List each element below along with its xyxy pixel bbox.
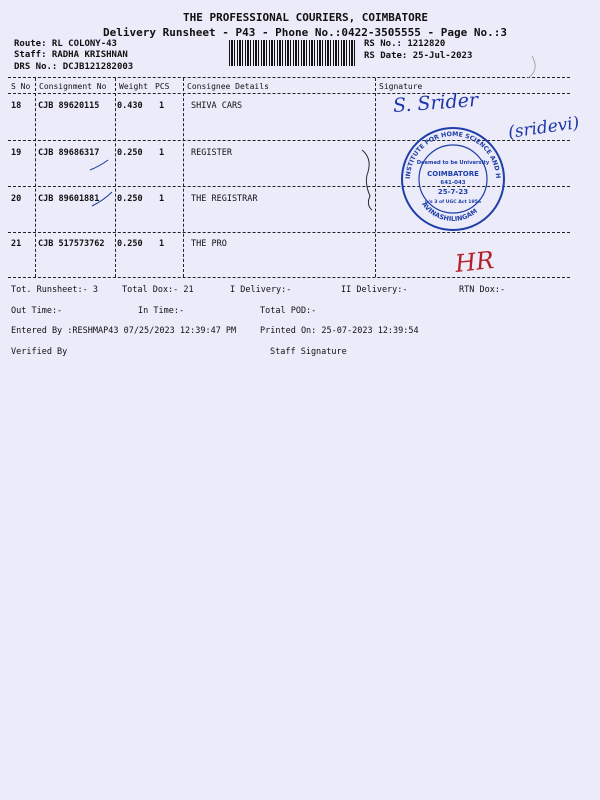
table-row-consignee: THE REGISTRAR [191, 194, 258, 204]
entered-by: Entered By :RESHMAP43 07/25/2023 12:39:47 PM [11, 326, 237, 336]
staff-signature: Staff Signature [270, 347, 347, 357]
table-row-consignment: CJB 89686317 [38, 148, 100, 158]
stamp-inner: Deemed to be University [416, 160, 490, 166]
table-row-weight: 0.430 [117, 101, 143, 111]
table-row-consignment: CJB 89620115 [38, 101, 100, 111]
rs-date-label: RS Date: 25-Jul-2023 [364, 51, 473, 61]
i-delivery: I Delivery:- [230, 285, 292, 295]
total-runsheet: Tot. Runsheet:- 3 [11, 285, 98, 295]
total-pod: Total POD:- [260, 306, 317, 316]
table-row-consignee: SHIVA CARS [191, 101, 243, 111]
total-dox: Total Dox:- 21 [122, 285, 194, 295]
col-weight: Weight [119, 82, 148, 91]
table-row-weight: 0.250 [117, 239, 143, 249]
stamp-bottom-arc: AVINASHILINGAM [420, 200, 479, 224]
table-row-sno: 20 [11, 194, 22, 204]
table-row-pcs: 1 [159, 148, 165, 158]
stamp-date: 25-7-23 [437, 188, 469, 196]
handwritten-initials: HR [453, 246, 496, 278]
handwritten-signature: S. Srider [392, 89, 479, 117]
route-label: Route: RL COLONY-43 [14, 39, 117, 49]
drs-label: DRS No.: DCJB121282003 [14, 62, 134, 72]
stamp-act: u/s 3 of UGC Act 1956 [424, 200, 482, 205]
verified-by: Verified By [11, 347, 68, 357]
rtn-dox: RTN Dox:- [459, 285, 506, 295]
table-row-consignment: CJB 517573762 [38, 239, 105, 249]
table-row-pcs: 1 [159, 101, 165, 111]
stamp-top-arc: INSTITUTE FOR HOME SCIENCE AND HIGHER EDUCATION FOR WOMEN [394, 119, 502, 180]
table-row-consignee: REGISTER [191, 148, 232, 158]
institution-stamp [394, 119, 508, 234]
printed-on: Printed On: 25-07-2023 12:39:54 [260, 326, 419, 336]
runsheet-subtitle: Delivery Runsheet - P43 - Phone No.:0422-3505555 - Page No.:3 [103, 26, 507, 39]
out-time: Out Time:- [11, 306, 63, 316]
table-row-pcs: 1 [159, 194, 165, 204]
stamp-city: COIMBATORE [427, 170, 479, 178]
ii-delivery: II Delivery:- [341, 285, 408, 295]
col-consignment: Consignment No [39, 82, 107, 91]
col-pcs: PCS [155, 82, 170, 91]
table-row-sno: 19 [11, 148, 22, 158]
table-row-weight: 0.250 [117, 148, 143, 158]
table-row-sno: 21 [11, 239, 22, 249]
stamp-pin: 641-043 [440, 180, 466, 186]
table-row-weight: 0.250 [117, 194, 143, 204]
staff-label: Staff: RADHA KRISHNAN [14, 50, 128, 60]
col-consignee: Consignee Details [187, 82, 269, 91]
col-sno: S No [11, 82, 31, 91]
rs-no-label: RS No.: 1212820 [364, 39, 446, 49]
table-row-consignment: CJB 89601881 [38, 194, 100, 204]
table-row-consignee: THE PRO [191, 239, 227, 249]
handwritten-name-note: (sridevi) [506, 113, 581, 143]
in-time: In Time:- [138, 306, 185, 316]
table-row-pcs: 1 [159, 239, 165, 249]
company-title: THE PROFESSIONAL COURIERS, COIMBATORE [183, 11, 429, 24]
col-signature: Signature [379, 82, 423, 91]
table-row-sno: 18 [11, 101, 22, 111]
